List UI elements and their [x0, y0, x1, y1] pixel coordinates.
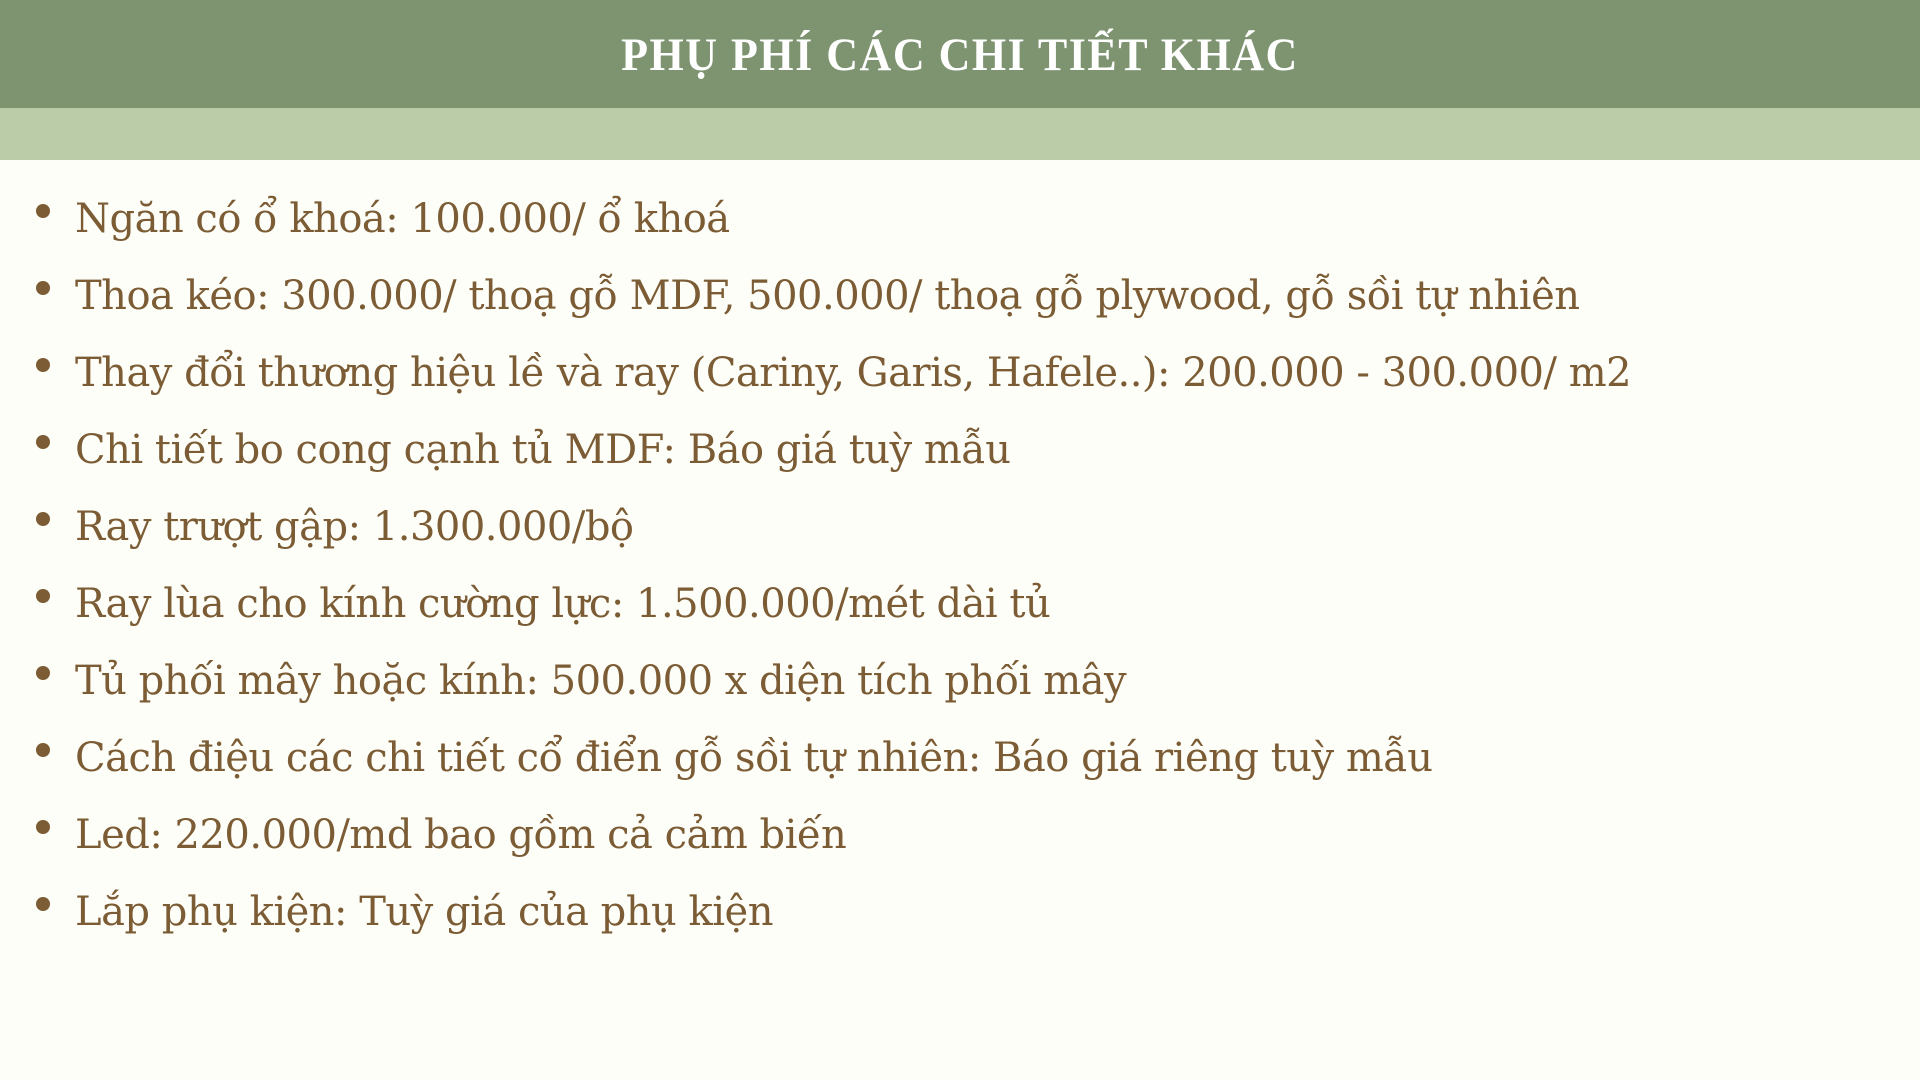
list-item — [36, 581, 1880, 627]
bullet-icon — [36, 204, 50, 218]
list-item — [36, 504, 1880, 550]
list-item-text: Lắp phụ kiện: Tuỳ giá của phụ kiện — [75, 889, 773, 935]
list-item — [36, 658, 1880, 704]
bullet-icon — [36, 743, 50, 757]
list-item — [36, 427, 1880, 473]
list-item-text: Thay đổi thương hiệu lề và ray (Cariny, Garis, Hafele..): 200.000 - 300.000/ m2 — [75, 350, 1632, 396]
surcharge-list — [36, 196, 1880, 935]
bullet-icon — [36, 281, 50, 295]
list-item-text: Thoa kéo: 300.000/ thoạ gỗ MDF, 500.000/ thoạ gỗ plywood, gỗ sồi tự nhiên — [75, 273, 1580, 319]
list-item-text: Cách điệu các chi tiết cổ điển gỗ sồi tự nhiên: Báo giá riêng tuỳ mẫu — [75, 735, 1433, 781]
accent-bar — [0, 108, 1920, 160]
list-item-text: Chi tiết bo cong cạnh tủ MDF: Báo giá tuỳ mẫu — [75, 427, 1011, 473]
list-item-text: Ngăn có ổ khoá: 100.000/ ổ khoá — [75, 196, 730, 242]
bullet-icon — [36, 666, 50, 680]
list-item — [36, 196, 1880, 242]
surcharge-list-section — [0, 160, 1920, 935]
list-item — [36, 812, 1880, 858]
bullet-icon — [36, 589, 50, 603]
bullet-icon — [36, 512, 50, 526]
bullet-icon — [36, 897, 50, 911]
bullet-icon — [36, 435, 50, 449]
list-item-text: Ray lùa cho kính cường lực: 1.500.000/mét dài tủ — [75, 581, 1051, 627]
list-item-text: Led: 220.000/md bao gồm cả cảm biến — [75, 812, 847, 858]
list-item — [36, 735, 1880, 781]
page-title: PHỤ PHÍ CÁC CHI TIẾT KHÁC — [621, 28, 1299, 80]
bullet-icon — [36, 820, 50, 834]
list-item — [36, 350, 1880, 396]
list-item — [36, 889, 1880, 935]
bullet-icon — [36, 358, 50, 372]
list-item — [36, 273, 1880, 319]
title-bar — [0, 0, 1920, 108]
list-item-text: Ray trượt gập: 1.300.000/bộ — [75, 504, 634, 550]
list-item-text: Tủ phối mây hoặc kính: 500.000 x diện tích phối mây — [75, 658, 1127, 704]
